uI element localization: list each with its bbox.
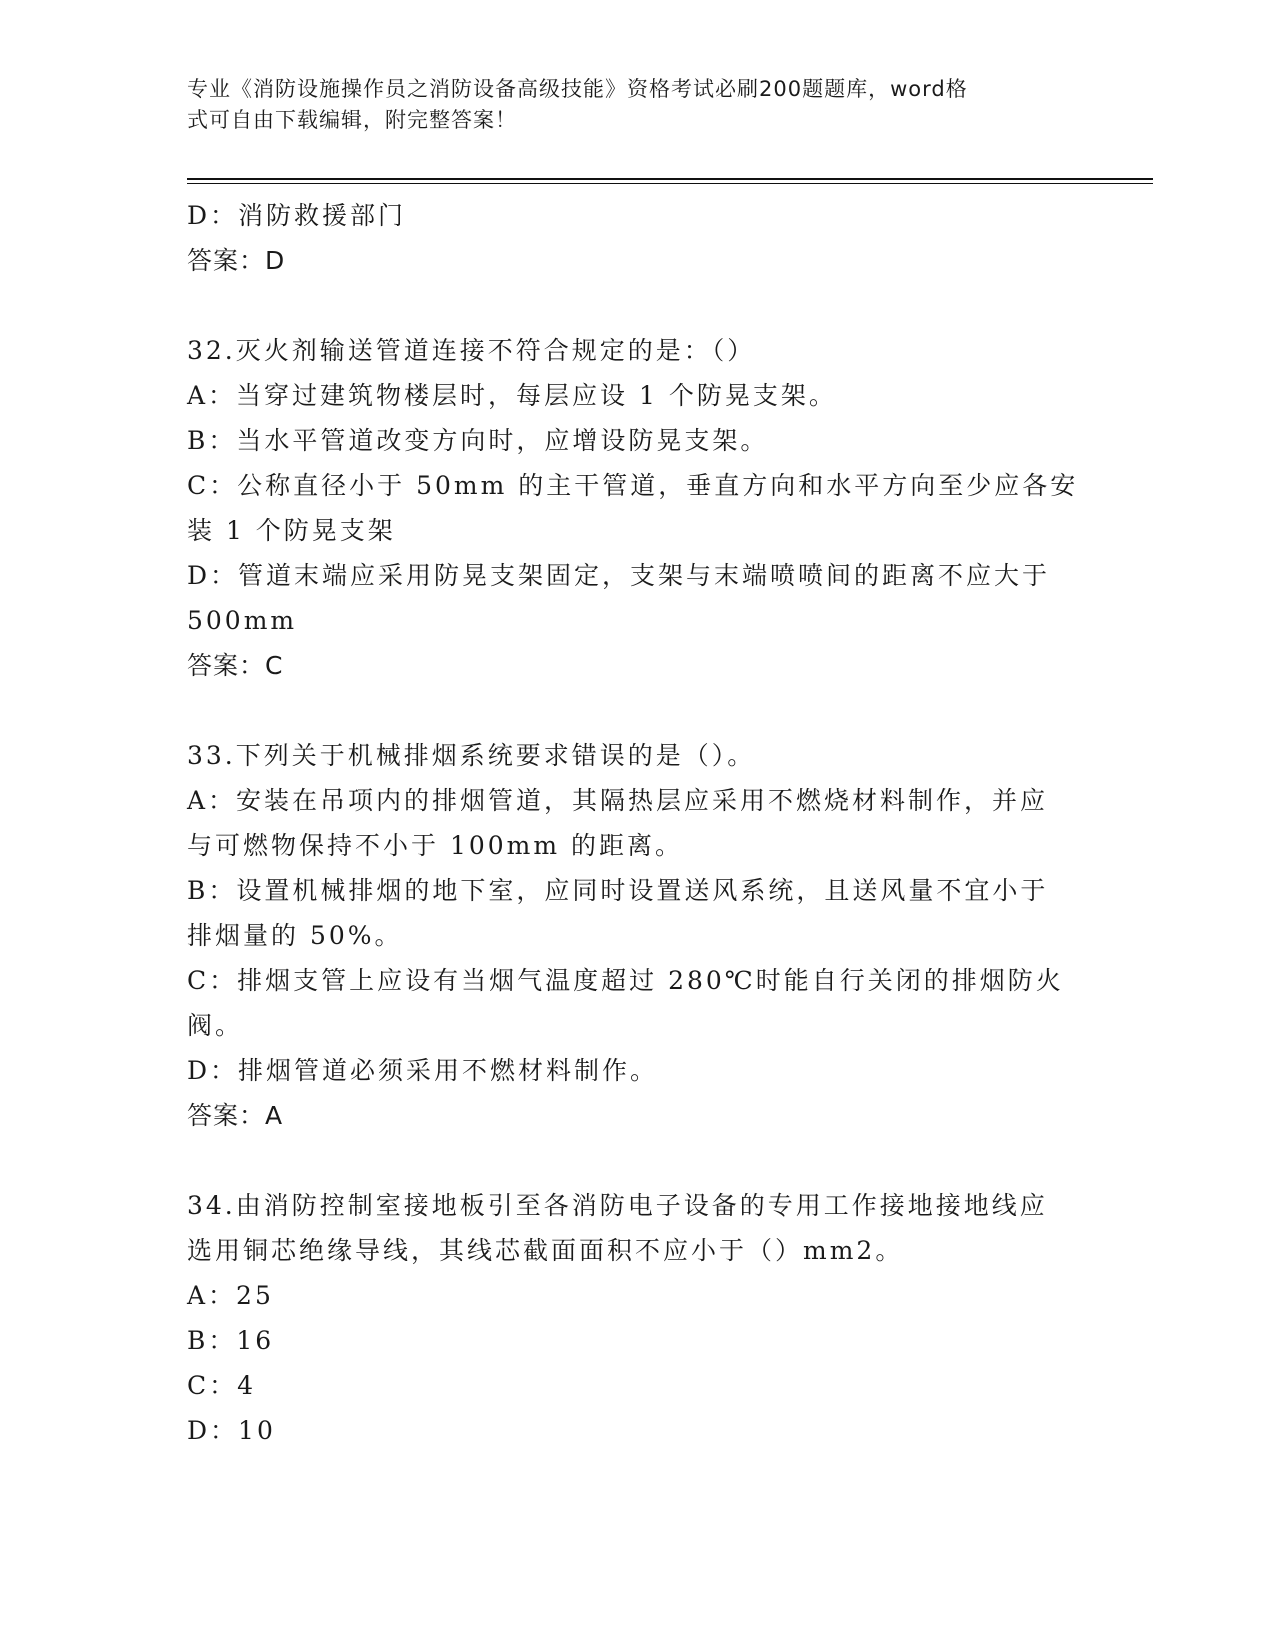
header-divider-thick [187, 178, 1153, 180]
option-c-continued: 阀。 [187, 1011, 244, 1040]
answer-line: 答案：D [187, 246, 286, 275]
option-c-continued: 装 1 个防晃支架 [187, 516, 396, 545]
question-32 [187, 328, 1087, 688]
option-b: B：设置机械排烟的地下室，应同时设置送风系统，且送风量不宜小于 [187, 876, 1049, 905]
spacer [187, 688, 1087, 733]
document-body [187, 193, 1087, 1453]
option-d: D：管道末端应采用防晃支架固定，支架与末端喷喷间的距离不应大于 [187, 561, 1051, 590]
spacer [187, 1138, 1087, 1183]
header-divider-thin [187, 183, 1153, 184]
answer-line: 答案：C [187, 651, 284, 680]
question-31-tail [187, 193, 1087, 283]
option-a: A：安装在吊项内的排烟管道，其隔热层应采用不燃烧材料制作，并应 [187, 786, 1049, 815]
question-text: 32.灭火剂输送管道连接不符合规定的是：（） [187, 336, 756, 365]
option-b: B：16 [187, 1326, 275, 1355]
spacer [187, 283, 1087, 328]
option-a-continued: 与可燃物保持不小于 100mm 的距离。 [187, 831, 684, 860]
answer-line: 答案：A [187, 1101, 284, 1130]
header-line-2: 式可自由下载编辑，附完整答案！ [187, 108, 517, 132]
option-b-continued: 排烟量的 50%。 [187, 921, 403, 950]
document-header [187, 74, 1067, 136]
question-34 [187, 1183, 1087, 1453]
option-d: D：10 [187, 1416, 276, 1445]
question-text: 34.由消防控制室接地板引至各消防电子设备的专用工作接地接地线应 [187, 1191, 1048, 1220]
option-d: D：排烟管道必须采用不燃材料制作。 [187, 1056, 659, 1085]
option-d-continued: 500mm [187, 606, 298, 635]
option-c: C：公称直径小于 50mm 的主干管道，垂直方向和水平方向至少应各安 [187, 471, 1079, 500]
question-33 [187, 733, 1087, 1138]
option-c: C：排烟支管上应设有当烟气温度超过 280℃时能自行关闭的排烟防火 [187, 966, 1064, 995]
question-text-continued: 选用铜芯绝缘导线，其线芯截面面积不应小于（）mm2。 [187, 1236, 904, 1265]
option-a: A：当穿过建筑物楼层时，每层应设 1 个防晃支架。 [187, 381, 837, 410]
option-c: C：4 [187, 1371, 257, 1400]
option-d: D：消防救援部门 [187, 201, 407, 230]
option-b: B：当水平管道改变方向时，应增设防晃支架。 [187, 426, 769, 455]
header-line-1: 专业《消防设施操作员之消防设备高级技能》资格考试必刷200题题库，word格 [187, 77, 968, 101]
option-a: A：25 [187, 1281, 274, 1310]
question-text: 33.下列关于机械排烟系统要求错误的是（）。 [187, 741, 756, 770]
